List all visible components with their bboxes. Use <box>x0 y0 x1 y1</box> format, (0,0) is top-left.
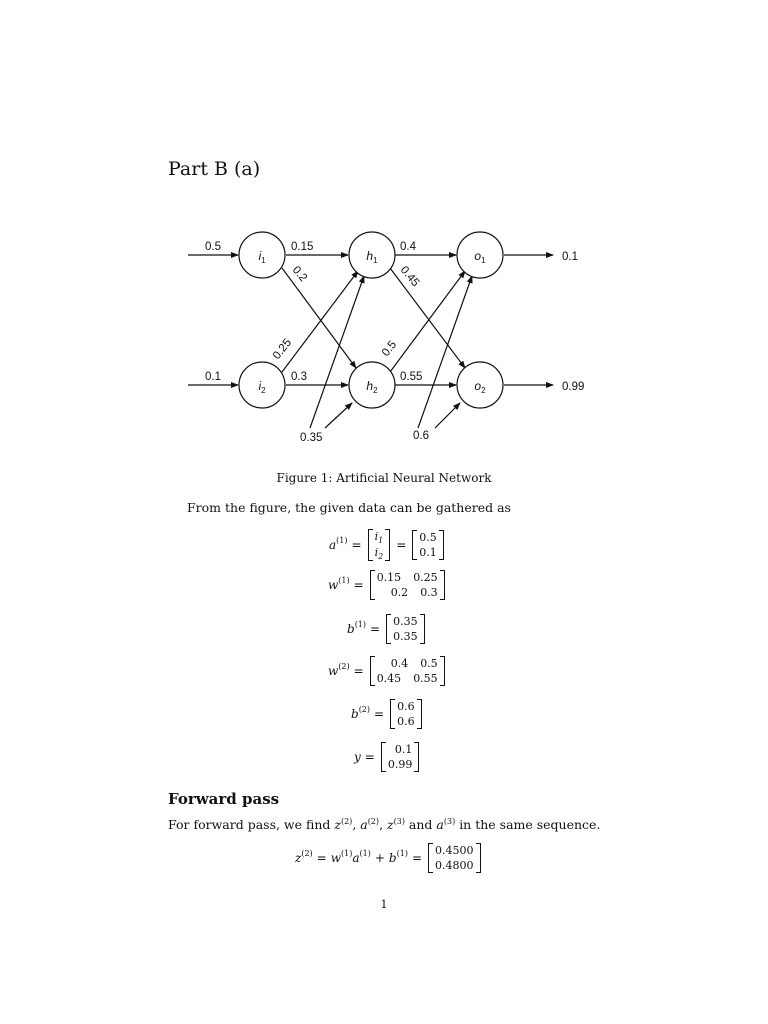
forward-pass-heading: Forward pass <box>168 790 280 808</box>
node-i2 <box>239 362 285 408</box>
equation-w2: w (2) = 0.4 0.5 0.45 0.55 <box>328 656 447 686</box>
weight-i2-h1: 0.25 <box>270 336 295 362</box>
neural-network-figure <box>0 0 768 470</box>
matrix-y: 0.1 0.99 <box>381 742 420 772</box>
weight-h2-o2: 0.55 <box>400 371 423 383</box>
weight-i1-h1: 0.15 <box>291 241 314 253</box>
equation-y: y = 0.1 0.99 <box>354 742 421 772</box>
bias-value-2: 0.6 <box>413 430 429 442</box>
edge-i2-h1 <box>282 271 358 372</box>
equation-z2: z (2) = w (1) a (1) + b (1) = 0.4500 0.4800 <box>295 843 483 873</box>
intro-text: From the figure, the given data can be gathered as <box>187 500 511 515</box>
weight-h1-o2: 0.45 <box>397 264 422 290</box>
node-i1 <box>239 232 285 278</box>
weight-h2-o1: 0.5 <box>379 338 400 359</box>
edge-b2-o2 <box>435 403 460 428</box>
edge-h1-o2 <box>390 268 465 368</box>
equation-b1: b (1) = 0.35 0.35 <box>347 614 427 644</box>
input-value-i1: 0.5 <box>205 241 221 253</box>
matrix-a1-symbols: $i_1$ $i_2$ <box>368 529 391 561</box>
edge-b1-h2 <box>325 403 352 428</box>
node-label-o2: $o_2$ <box>474 379 486 395</box>
node-label-o1: $o_1$ <box>474 249 486 265</box>
weight-i1-h2: 0.2 <box>289 264 310 285</box>
equation-w1: w (1) = 0.15 0.25 0.2 0.3 <box>328 570 447 600</box>
equation-a1: a (1) = $i_1$ $i_2$ = 0.5 0.1 <box>329 529 446 561</box>
matrix-b2: 0.6 0.6 <box>390 699 422 729</box>
matrix-b1: 0.35 0.35 <box>386 614 425 644</box>
matrix-w2: 0.4 0.5 0.45 0.55 <box>370 656 445 686</box>
node-label-h1: $h_1$ <box>366 249 378 265</box>
matrix-w1: 0.15 0.25 0.2 0.3 <box>370 570 445 600</box>
output-value-o2: 0.99 <box>562 381 585 393</box>
page-number: 1 <box>380 898 388 911</box>
forward-pass-text: For forward pass, we find $z^{(2)}$, $a^{(2)}$, $z^{(3)}$ and $a^{(3)}$ in the same sequence. <box>168 817 601 832</box>
node-label-h2: $h_2$ <box>366 379 378 395</box>
node-label-i2: $i_2$ <box>258 379 266 395</box>
edge-i1-h2 <box>282 268 356 368</box>
bias-value-1: 0.35 <box>300 432 323 444</box>
section-heading: Part B (a) <box>168 158 261 180</box>
edge-h2-o1 <box>390 271 465 372</box>
matrix-a1-values: 0.5 0.1 <box>412 530 444 560</box>
node-label-i1: $i_1$ <box>258 249 266 265</box>
matrix-z2: 0.4500 0.4800 <box>428 843 481 873</box>
output-value-o1: 0.1 <box>562 251 578 263</box>
weight-h1-o1: 0.4 <box>400 241 416 253</box>
weight-i2-h2: 0.3 <box>291 371 307 383</box>
equation-b2: b (2) = 0.6 0.6 <box>351 699 424 729</box>
figure-caption: Figure 1: Artificial Neural Network <box>276 471 492 485</box>
input-value-i2: 0.1 <box>205 371 221 383</box>
